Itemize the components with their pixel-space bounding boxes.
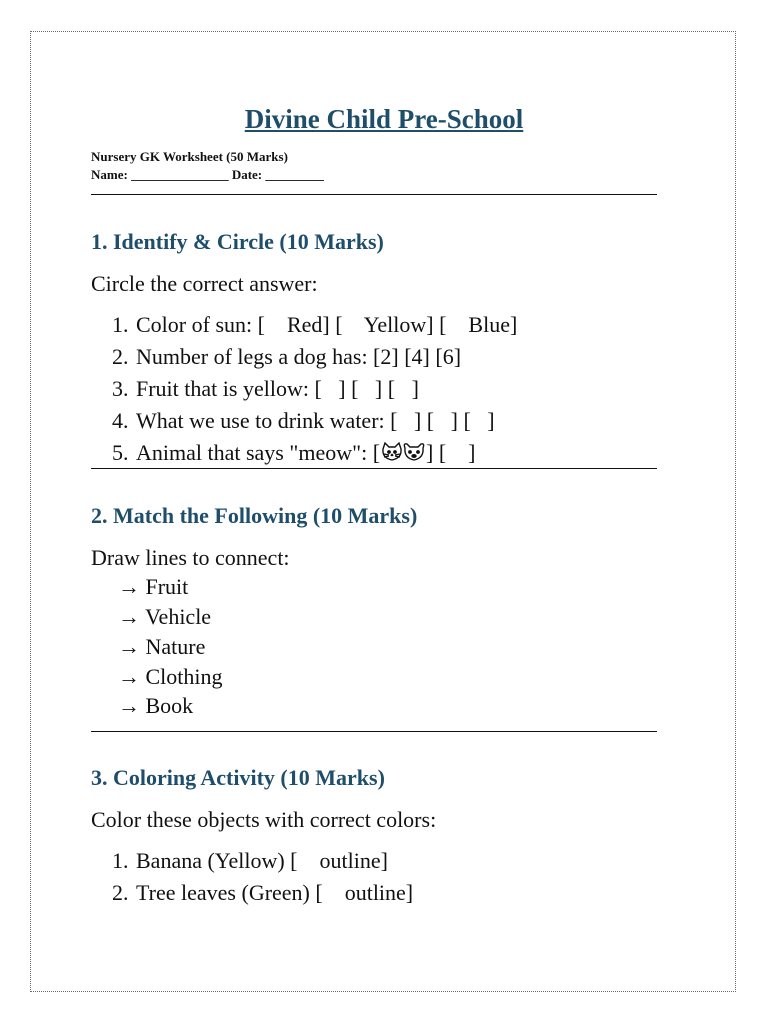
section-1-instruction: Circle the correct answer: bbox=[91, 271, 318, 296]
animal-faces-icon bbox=[380, 441, 426, 463]
worksheet-subtitle: Nursery GK Worksheet (50 Marks) bbox=[91, 149, 288, 164]
section-2-heading: 2. Match the Following (10 Marks) bbox=[91, 503, 418, 528]
item-number: 4. bbox=[112, 408, 129, 433]
divider bbox=[91, 731, 657, 732]
item-text: Tree leaves (Green) [ outline] bbox=[136, 880, 414, 905]
list-item bbox=[112, 848, 388, 874]
list-item bbox=[112, 408, 495, 434]
item-number: 1. bbox=[112, 312, 129, 337]
name-date-line: Name: _______________ Date: _________ bbox=[91, 167, 324, 182]
divider bbox=[91, 468, 657, 469]
item-number: 2. bbox=[112, 344, 129, 369]
item-text-after: ] [ ] bbox=[426, 440, 476, 465]
match-item: → Fruit bbox=[118, 574, 189, 599]
item-text: Number of legs a dog has: [2] [4] [6] bbox=[136, 344, 462, 369]
match-item: → Nature bbox=[118, 634, 206, 659]
section-3-instruction: Color these objects with correct colors: bbox=[91, 807, 437, 832]
item-number: 3. bbox=[112, 376, 129, 401]
list-item bbox=[112, 880, 413, 906]
item-text: Fruit that is yellow: [ ] [ ] [ ] bbox=[136, 376, 419, 401]
school-title: Divine Child Pre-School bbox=[244, 104, 524, 134]
item-text: What we use to drink water: [ ] [ ] [ ] bbox=[136, 408, 495, 433]
item-number: 2. bbox=[112, 880, 129, 905]
item-text: Banana (Yellow) [ outline] bbox=[136, 848, 388, 873]
list-item bbox=[112, 376, 419, 402]
section-1-heading: 1. Identify & Circle (10 Marks) bbox=[91, 229, 384, 254]
item-text-before: Animal that says "meow": [ bbox=[136, 440, 381, 465]
item-text: Color of sun: [ Red] [ Yellow] [ Blue] bbox=[136, 312, 518, 337]
section-3-heading: 3. Coloring Activity (10 Marks) bbox=[91, 765, 385, 790]
list-item bbox=[112, 440, 476, 466]
match-item: → Book bbox=[118, 693, 194, 718]
list-item bbox=[112, 312, 517, 338]
section-2-instruction: Draw lines to connect: bbox=[91, 545, 290, 570]
item-number: 1. bbox=[112, 848, 129, 873]
cat-dog-icon bbox=[380, 441, 426, 463]
match-item: → Clothing bbox=[118, 664, 223, 689]
list-item bbox=[112, 344, 461, 370]
item-number: 5. bbox=[112, 440, 129, 465]
divider bbox=[91, 194, 657, 195]
match-item: → Vehicle bbox=[118, 604, 212, 629]
